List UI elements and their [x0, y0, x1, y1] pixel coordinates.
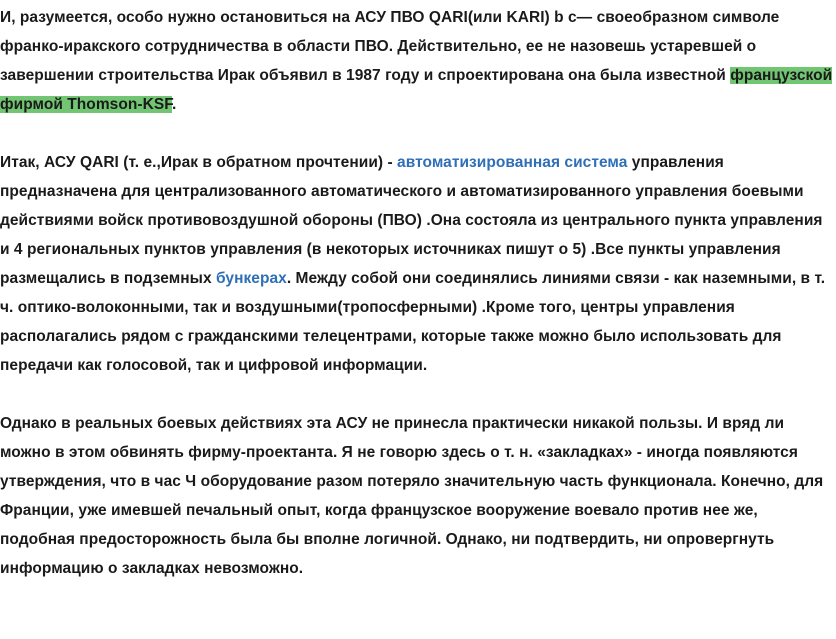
paragraph-spacer [0, 119, 836, 148]
paragraph-text: И, разумеется, особо нужно остановиться на АСУ ПВО QARI(или KARI) b c— своеобразном символе франко-иракского сотрудничества в области ПВО. Действительно, ее не назовешь устаревшей о завершении строительства Ирак объявил в 1987 году и спроектирована она была известной [0, 9, 780, 84]
paragraph-text: управления предназначена для централизованного автоматического и автоматизированного управления боевыми действиями войск противовоздушной обороны (ПВО) .Она состояла из центрального пункта управления и 4 региональных пунктов управления (в некоторых источниках пишут о 5) .Все пункты управления размещались в подземных [0, 154, 823, 287]
link-automated-system[interactable]: автоматизированная система [397, 154, 628, 171]
paragraph-text: . Между собой они соединялись линиями связи - как наземными, в т. ч. оптико-волоконными, так и воздушными(тропосферными) .Кроме того, центры управления располагались рядом с гражданскими телецентрами, которые также можно было использовать для передачи как голосовой, так и цифровой информации. [0, 270, 826, 374]
paragraph-qari-intro [0, 3, 836, 119]
paragraph-text: . [172, 96, 177, 113]
paragraph-qari-structure [0, 148, 836, 380]
paragraph-spacer [0, 380, 836, 409]
paragraph-text: Однако в реальных боевых действиях эта АСУ не принесла практически никакой пользы. И вряд ли можно в этом обвинять фирму-проектанта. Я не говорю здесь о т. н. «закладках» - иногда появляются утверждения, что в час Ч оборудование разом потеряло значительную часть функционала. Конечно, для Франции, уже имевшей печальный опыт, когда французское вооружение воевало против нее же, подобная предосторожность была бы вполне логичной. Однако, ни подтвердить, ни опровергнуть информацию о закладках невозможно. [0, 415, 824, 577]
link-bunkers[interactable]: бункерах [216, 270, 287, 287]
paragraph-text: Итак, АСУ QARI (т. е.,Ирак в обратном прочтении) - [0, 154, 398, 171]
highlighted-phrase: французской фирмой Thomson-KSF [0, 67, 833, 113]
paragraph-qari-combat [0, 409, 836, 583]
article-body [0, 3, 836, 583]
